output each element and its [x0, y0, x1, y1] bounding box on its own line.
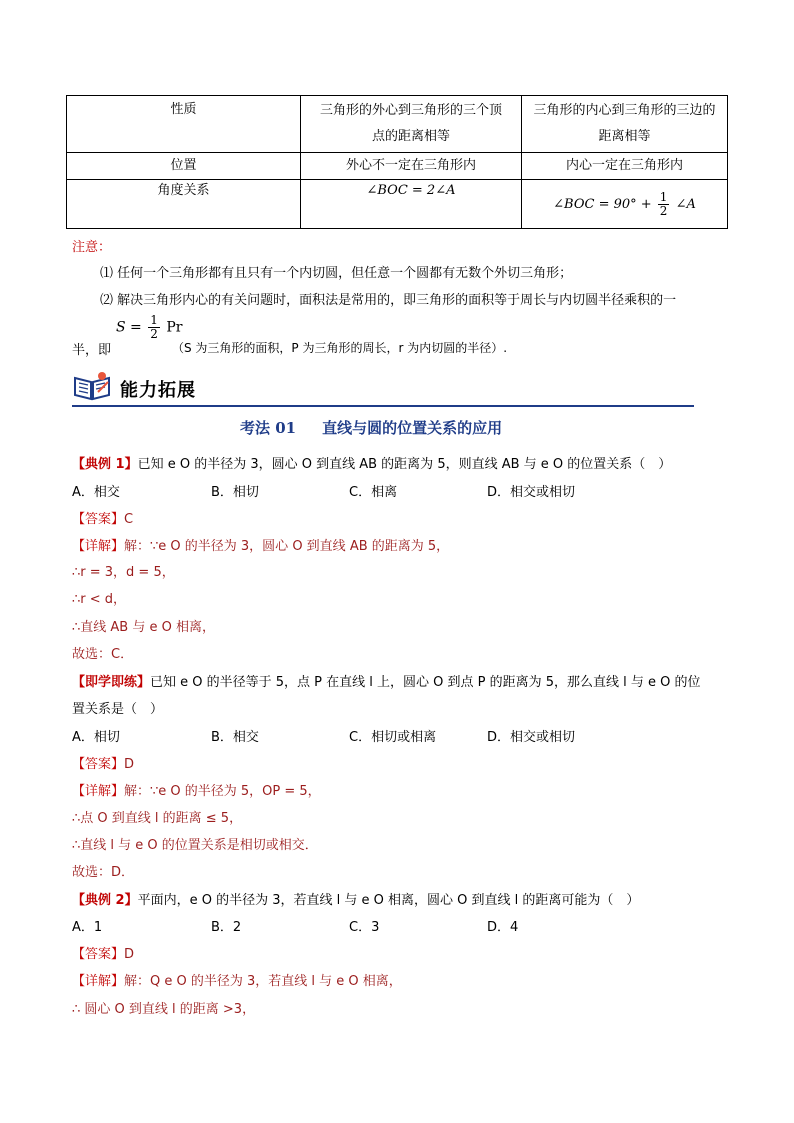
table-cell: 位置 — [67, 153, 301, 180]
option-b: B．相交 — [211, 730, 259, 745]
section-header — [72, 370, 694, 406]
topic-heading: 考法 01 直线与圆的位置关系的应用 — [240, 419, 503, 437]
detail-2-line-2: ∴点 O 到直线 l 的距离 ≤ 5， — [72, 811, 243, 826]
table-cell: ∠BOC = 2∠A — [301, 180, 522, 229]
section-title: 能力拓展 — [120, 380, 196, 401]
example-2-question-line-1: 【即学即练】已知 e O 的半径等于 5，点 P 在直线 l 上，圆心 O 到点 P 的距离为 5，那么直线 l 与 e O 的位 — [72, 675, 701, 690]
note-1: ⑴ 任何一个三角形都有且只有一个内切圆，但任意一个圆都有无数个外切三角形； — [100, 266, 573, 281]
option-c: C．相切或相离 — [349, 730, 437, 745]
detail-1-line-4: ∴直线 AB 与 e O 相离， — [72, 620, 215, 635]
example-1-question: 【典例 1】已知 e O 的半径为 3，圆心 O 到直线 AB 的距离为 5，则直线 AB 与 e O 的位置关系（ ） — [72, 457, 672, 472]
answer-3: 【答案】D — [72, 947, 135, 962]
option-a: A．相交 — [72, 485, 120, 500]
detail-2-line-3: ∴直线 l 与 e O 的位置关系是相切或相交． — [72, 838, 318, 853]
table-cell: ∠BOC = 90° + $\frac{1}{2}$ ∠A — [522, 180, 728, 229]
note-title: 注意： — [72, 240, 112, 255]
detail-1-line-3: ∴r < d， — [72, 592, 127, 607]
detail-2-line-4: 故选：D． — [72, 865, 135, 880]
option-b: B．2 — [211, 920, 242, 935]
table-row — [67, 153, 728, 180]
book-icon — [72, 370, 112, 402]
option-b: B．相切 — [211, 485, 259, 500]
example-3-question: 【典例 2】平面内，e O 的半径为 3，若直线 l 与 e O 相离，圆心 O 到直线 l 的距离可能为（ ） — [72, 893, 640, 908]
option-c: C．相离 — [349, 485, 398, 500]
table-cell: 三角形的外心到三角形的三个顶 点的距离相等 — [301, 96, 522, 153]
detail-1-line-5: 故选：C． — [72, 647, 134, 662]
note-2: ⑵ 解决三角形内心的有关问题时，面积法是常用的，即三角形的面积等于周长与内切圆半径乘积的一 — [100, 293, 677, 308]
table-cell: 三角形的内心到三角形的三边的 距离相等 — [522, 96, 728, 153]
option-a: A．相切 — [72, 730, 120, 745]
note-3-suffix: （S 为三角形的面积，P 为三角形的周长，r 为内切圆的半径）. — [172, 341, 508, 355]
table-cell: 外心不一定在三角形内 — [301, 153, 522, 180]
table-cell: 角度关系 — [67, 180, 301, 229]
detail-1-line-2: ∴r = 3，d = 5， — [72, 565, 175, 580]
option-c: C．3 — [349, 920, 380, 935]
comparison-table — [66, 95, 728, 229]
option-a: A．1 — [72, 920, 103, 935]
detail-3-line-2: ∴ 圆心 O 到直线 l 的距离 >3， — [72, 1002, 256, 1017]
detail-3-line-1: 【详解】解：Q e O 的半径为 3，若直线 l 与 e O 相离， — [72, 974, 402, 989]
option-d: D．相交或相切 — [487, 485, 576, 500]
table-row — [67, 96, 728, 153]
table-row — [67, 180, 728, 229]
example-2-question-line-2: 置关系是（ ） — [72, 702, 164, 717]
option-d: D．4 — [487, 920, 519, 935]
option-d: D．相交或相切 — [487, 730, 576, 745]
table-cell: 内心一定在三角形内 — [522, 153, 728, 180]
detail-2-line-1: 【详解】解：∵e O 的半径为 5，OP = 5， — [72, 784, 321, 799]
answer-2: 【答案】D — [72, 757, 135, 772]
answer-1: 【答案】C — [72, 512, 134, 527]
area-formula: S = $\frac{1}{2}$ Pr — [116, 313, 183, 341]
note-3-prefix: 半，即 — [72, 343, 112, 358]
detail-1-line-1: 【详解】解：∵e O 的半径为 3，圆心 O 到直线 AB 的距离为 5， — [72, 539, 450, 554]
table-cell: 性质 — [67, 96, 301, 153]
section-divider — [72, 405, 694, 407]
